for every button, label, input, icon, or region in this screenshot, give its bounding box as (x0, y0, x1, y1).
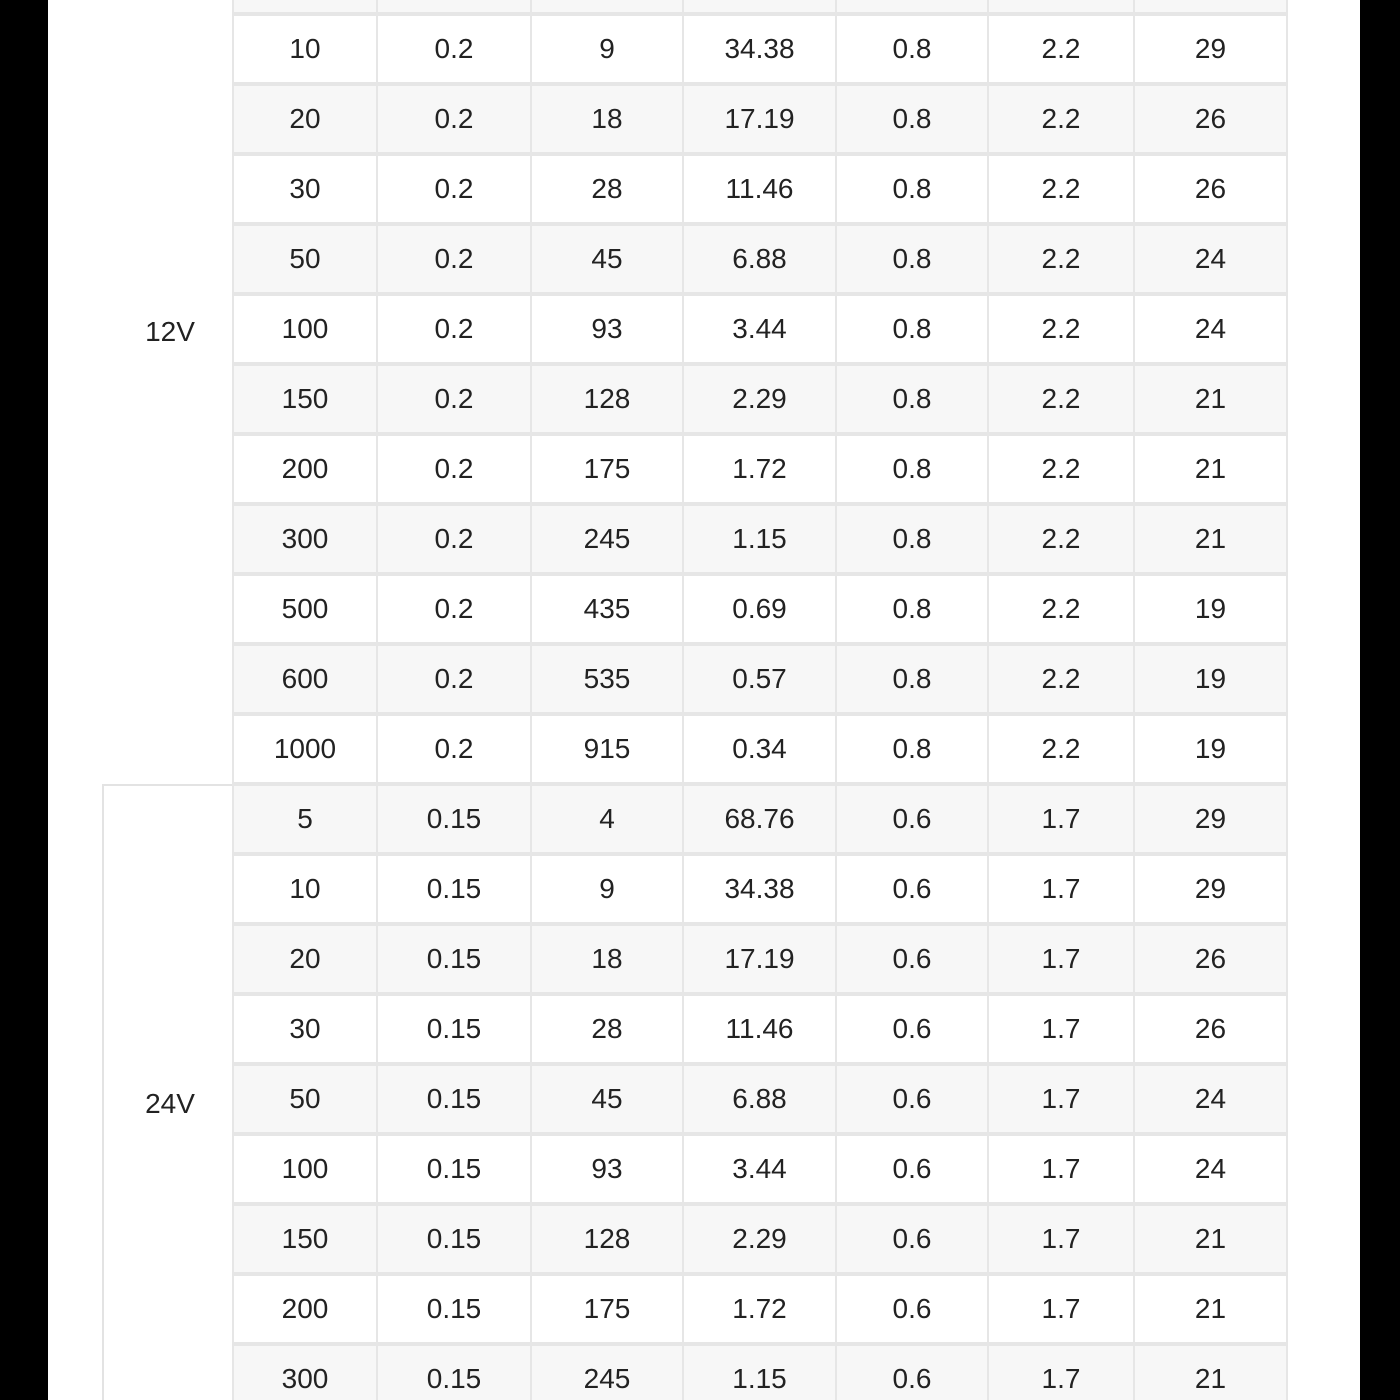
table-row (234, 576, 1288, 646)
table-cell: 128 (530, 364, 684, 434)
table-cell: 30 (232, 154, 378, 224)
table-cell: 2.2 (987, 364, 1135, 434)
table-cell: 0.2 (376, 294, 532, 364)
table-cell: 0.8 (835, 574, 989, 644)
table-cell: 29 (1133, 14, 1288, 84)
table-rows (234, 0, 1288, 786)
voltage-label: 12V (145, 316, 195, 347)
table-cell: 20 (232, 84, 378, 154)
table-cell: 68.76 (682, 784, 837, 854)
table-cell: 10 (232, 854, 378, 924)
table-cell: 0.15 (376, 1344, 532, 1400)
table-cell: 29 (1133, 784, 1288, 854)
table-cell: 535 (530, 644, 684, 714)
table-row (234, 1276, 1288, 1346)
table-cell: 21 (1133, 1204, 1288, 1274)
table-cell (682, 0, 837, 14)
table-cell: 19 (1133, 644, 1288, 714)
table-cell: 0.15 (376, 1204, 532, 1274)
table-cell: 50 (232, 1064, 378, 1134)
table-cell: 0.2 (376, 154, 532, 224)
table-cell: 26 (1133, 924, 1288, 994)
table-cell: 0.6 (835, 854, 989, 924)
table-cell: 2.2 (987, 294, 1135, 364)
table-cell: 0.34 (682, 714, 837, 784)
table-row (234, 506, 1288, 576)
table-cell: 0.2 (376, 714, 532, 784)
table-row (234, 926, 1288, 996)
table-cell: 0.15 (376, 854, 532, 924)
table-row (234, 436, 1288, 506)
table-cell: 28 (530, 154, 684, 224)
table-cell: 1.15 (682, 504, 837, 574)
table-row (234, 226, 1288, 296)
table-cell: 300 (232, 1344, 378, 1400)
table-cell: 2.2 (987, 14, 1135, 84)
table-row (234, 996, 1288, 1066)
table-cell: 0.8 (835, 434, 989, 504)
table-cell: 2.29 (682, 1204, 837, 1274)
table-cell: 600 (232, 644, 378, 714)
table-cell: 0.8 (835, 224, 989, 294)
table-cell: 0.15 (376, 1134, 532, 1204)
table-cell (1133, 0, 1288, 14)
table-cell: 0.6 (835, 784, 989, 854)
table-cell: 2.2 (987, 224, 1135, 294)
table-cell: 18 (530, 84, 684, 154)
table-row (234, 856, 1288, 926)
table-cell: 21 (1133, 434, 1288, 504)
table-cell: 2.2 (987, 434, 1135, 504)
table-cell: 21 (1133, 504, 1288, 574)
table-cell: 0.15 (376, 1274, 532, 1344)
table-cell: 21 (1133, 364, 1288, 434)
table-cell: 45 (530, 224, 684, 294)
table-cell: 200 (232, 434, 378, 504)
table-cell: 24 (1133, 224, 1288, 294)
table-cell: 1.7 (987, 784, 1135, 854)
table-cell: 100 (232, 1134, 378, 1204)
table-cell (835, 0, 989, 14)
table-row (234, 366, 1288, 436)
table-cell: 19 (1133, 714, 1288, 784)
table-row (234, 156, 1288, 226)
table-cell: 6.88 (682, 224, 837, 294)
table-row (234, 16, 1288, 86)
table-cell: 3.44 (682, 1134, 837, 1204)
table-cell: 9 (530, 14, 684, 84)
table-cell: 1.72 (682, 434, 837, 504)
table-cell: 0.6 (835, 1274, 989, 1344)
table-cell (232, 0, 378, 14)
table-cell: 26 (1133, 154, 1288, 224)
table-cell: 11.46 (682, 994, 837, 1064)
table-cell: 0.15 (376, 1064, 532, 1134)
table-cell: 0.2 (376, 434, 532, 504)
table-cell: 26 (1133, 994, 1288, 1064)
table-cell: 435 (530, 574, 684, 644)
table-cell: 1.7 (987, 1064, 1135, 1134)
table-cell: 0.8 (835, 364, 989, 434)
table-row (234, 1206, 1288, 1276)
table-cell: 24 (1133, 1134, 1288, 1204)
table-cell: 915 (530, 714, 684, 784)
table-cell: 18 (530, 924, 684, 994)
table-cell: 0.6 (835, 924, 989, 994)
table-cell: 0.8 (835, 154, 989, 224)
table-cell: 2.2 (987, 154, 1135, 224)
table-cell: 1.7 (987, 924, 1135, 994)
table-cell: 0.69 (682, 574, 837, 644)
table-row (234, 646, 1288, 716)
table-cell: 1.15 (682, 1344, 837, 1400)
table-cell: 1.7 (987, 1134, 1135, 1204)
table-cell: 21 (1133, 1344, 1288, 1400)
table-row (234, 86, 1288, 156)
table-cell: 0.6 (835, 1064, 989, 1134)
table-row (234, 296, 1288, 366)
table-row (234, 1346, 1288, 1400)
table-cell: 28 (530, 994, 684, 1064)
voltage-label: 24V (145, 1088, 195, 1119)
table-cell: 500 (232, 574, 378, 644)
table-cell: 0.6 (835, 1134, 989, 1204)
table-cell: 150 (232, 364, 378, 434)
table-cell: 245 (530, 1344, 684, 1400)
table-cell: 0.6 (835, 994, 989, 1064)
table-cell: 175 (530, 1274, 684, 1344)
table-cell: 150 (232, 1204, 378, 1274)
table-cell: 0.2 (376, 504, 532, 574)
table-cell: 26 (1133, 84, 1288, 154)
table-cell: 93 (530, 1134, 684, 1204)
table-cell: 0.8 (835, 504, 989, 574)
table-cell: 2.2 (987, 84, 1135, 154)
table-cell: 1.7 (987, 1344, 1135, 1400)
table-cell: 19 (1133, 574, 1288, 644)
table-cell: 2.2 (987, 504, 1135, 574)
table-cell: 1.7 (987, 854, 1135, 924)
table-cell: 0.15 (376, 994, 532, 1064)
table-cell: 0.8 (835, 84, 989, 154)
table-cell: 0.2 (376, 574, 532, 644)
table-cell: 0.6 (835, 1204, 989, 1274)
table-cell: 4 (530, 784, 684, 854)
table-cell: 45 (530, 1064, 684, 1134)
table-cell: 93 (530, 294, 684, 364)
table-cell: 34.38 (682, 14, 837, 84)
table-cell: 34.38 (682, 854, 837, 924)
table-cell: 0.2 (376, 224, 532, 294)
table-cell: 9 (530, 854, 684, 924)
table-cell: 200 (232, 1274, 378, 1344)
table-cell: 0.2 (376, 644, 532, 714)
table-cell: 24 (1133, 1064, 1288, 1134)
table-cell: 5 (232, 784, 378, 854)
table-cell: 30 (232, 994, 378, 1064)
table-cell: 1.7 (987, 994, 1135, 1064)
table-cell: 11.46 (682, 154, 837, 224)
table-cell: 245 (530, 504, 684, 574)
table-cell: 24 (1133, 294, 1288, 364)
table-cell: 1000 (232, 714, 378, 784)
table-cell: 300 (232, 504, 378, 574)
table-cell: 100 (232, 294, 378, 364)
table-cell: 17.19 (682, 924, 837, 994)
table-cell: 0.8 (835, 294, 989, 364)
table-cell: 0.8 (835, 14, 989, 84)
table-cell: 17.19 (682, 84, 837, 154)
table-row (234, 1066, 1288, 1136)
table-cell: 21 (1133, 1274, 1288, 1344)
table-cell: 128 (530, 1204, 684, 1274)
table-row (234, 716, 1288, 786)
table-row (234, 1136, 1288, 1206)
table-cell: 0.15 (376, 784, 532, 854)
table-cell: 10 (232, 14, 378, 84)
table-cell: 0.57 (682, 644, 837, 714)
table-cell: 2.29 (682, 364, 837, 434)
table-cell: 1.72 (682, 1274, 837, 1344)
table-cell: 1.7 (987, 1204, 1135, 1274)
table-cell (987, 0, 1135, 14)
table-cell: 2.2 (987, 644, 1135, 714)
table-cell: 50 (232, 224, 378, 294)
table-cell: 0.2 (376, 14, 532, 84)
table-cell: 0.8 (835, 644, 989, 714)
table-cell: 6.88 (682, 1064, 837, 1134)
spec-table-page (48, 0, 1360, 1400)
table-cell: 0.8 (835, 714, 989, 784)
table-cell: 0.2 (376, 364, 532, 434)
table-cell: 3.44 (682, 294, 837, 364)
table-cell: 0.15 (376, 924, 532, 994)
table-cell: 20 (232, 924, 378, 994)
table-cell: 29 (1133, 854, 1288, 924)
table-cell: 175 (530, 434, 684, 504)
table-cell: 1.7 (987, 1274, 1135, 1344)
table-rows (234, 786, 1288, 1400)
table-cell: 0.2 (376, 84, 532, 154)
table-cell: 0.6 (835, 1344, 989, 1400)
table-cell: 2.2 (987, 574, 1135, 644)
table-cell (530, 0, 684, 14)
table-row (234, 786, 1288, 856)
table-cell: 2.2 (987, 714, 1135, 784)
table-cell (376, 0, 532, 14)
voltage-column (102, 784, 236, 1400)
